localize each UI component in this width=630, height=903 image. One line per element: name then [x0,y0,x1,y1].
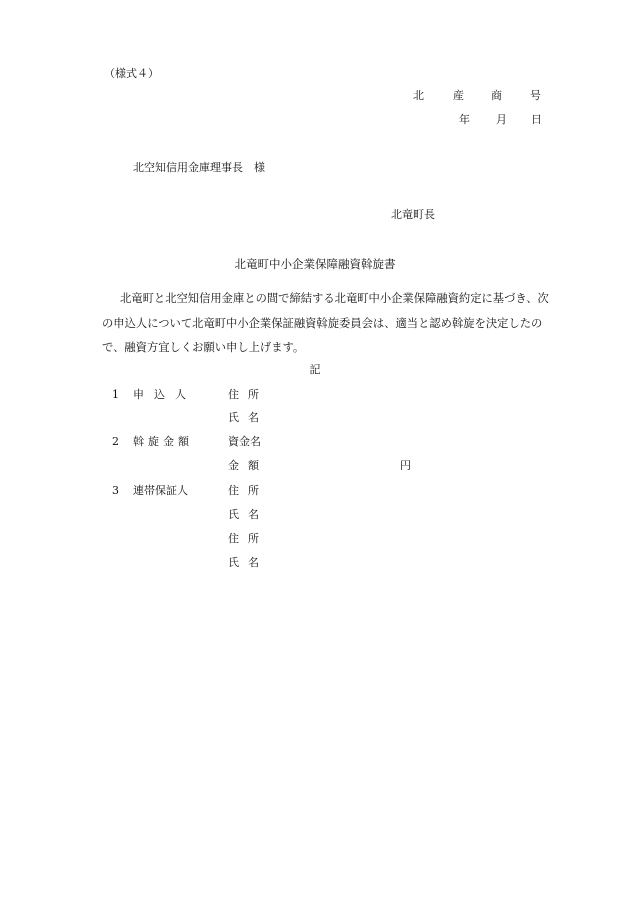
yen-unit: 円 [400,459,411,472]
body-line-1: 北竜町と北空知信用金庫との間で締結する北竜町中小企業保障融資約定に基づき、次 [120,292,549,305]
addressee: 北空知信用金庫理事長 様 [133,161,265,174]
guarantor-1-address-label: 住 所 [228,484,259,497]
body-line-2: の申込人について北竜町中小企業保証融資斡旋委員会は、適当と認め斡旋を決定したの [102,317,543,330]
doc-number-prefix: 北 [413,89,424,102]
item-3-number: 3 [112,484,119,497]
document-title: 北竜町中小企業保障融資斡旋書 [234,257,396,271]
date-day: 日 [531,113,542,126]
applicant-address-label: 住 所 [228,388,259,401]
date-month: 月 [496,113,507,126]
form-number: （様式４） [104,67,159,80]
doc-number-dept: 産 [453,89,464,102]
item-2-label: 斡 旋 金 額 [133,435,189,448]
ki-heading: 記 [309,363,321,376]
body-line-3: で、融資方宜しくお願い申し上げます。 [102,341,305,354]
doc-number-section: 商 [491,89,502,102]
item-1-label: 申 込 人 [133,388,186,401]
item-3-label: 連帯保証人 [133,484,188,497]
guarantor-2-address-label: 住 所 [228,532,259,545]
sender: 北竜町長 [391,208,435,221]
doc-number-suffix: 号 [530,89,541,102]
guarantor-1-name-label: 氏 名 [228,508,259,521]
applicant-name-label: 氏 名 [228,411,259,424]
capital-name-label: 資金名 [228,435,261,448]
item-1-number: 1 [112,388,119,401]
amount-label: 金 額 [228,459,259,472]
item-2-number: 2 [112,435,119,448]
guarantor-2-name-label: 氏 名 [228,556,259,569]
date-year: 年 [459,113,470,126]
